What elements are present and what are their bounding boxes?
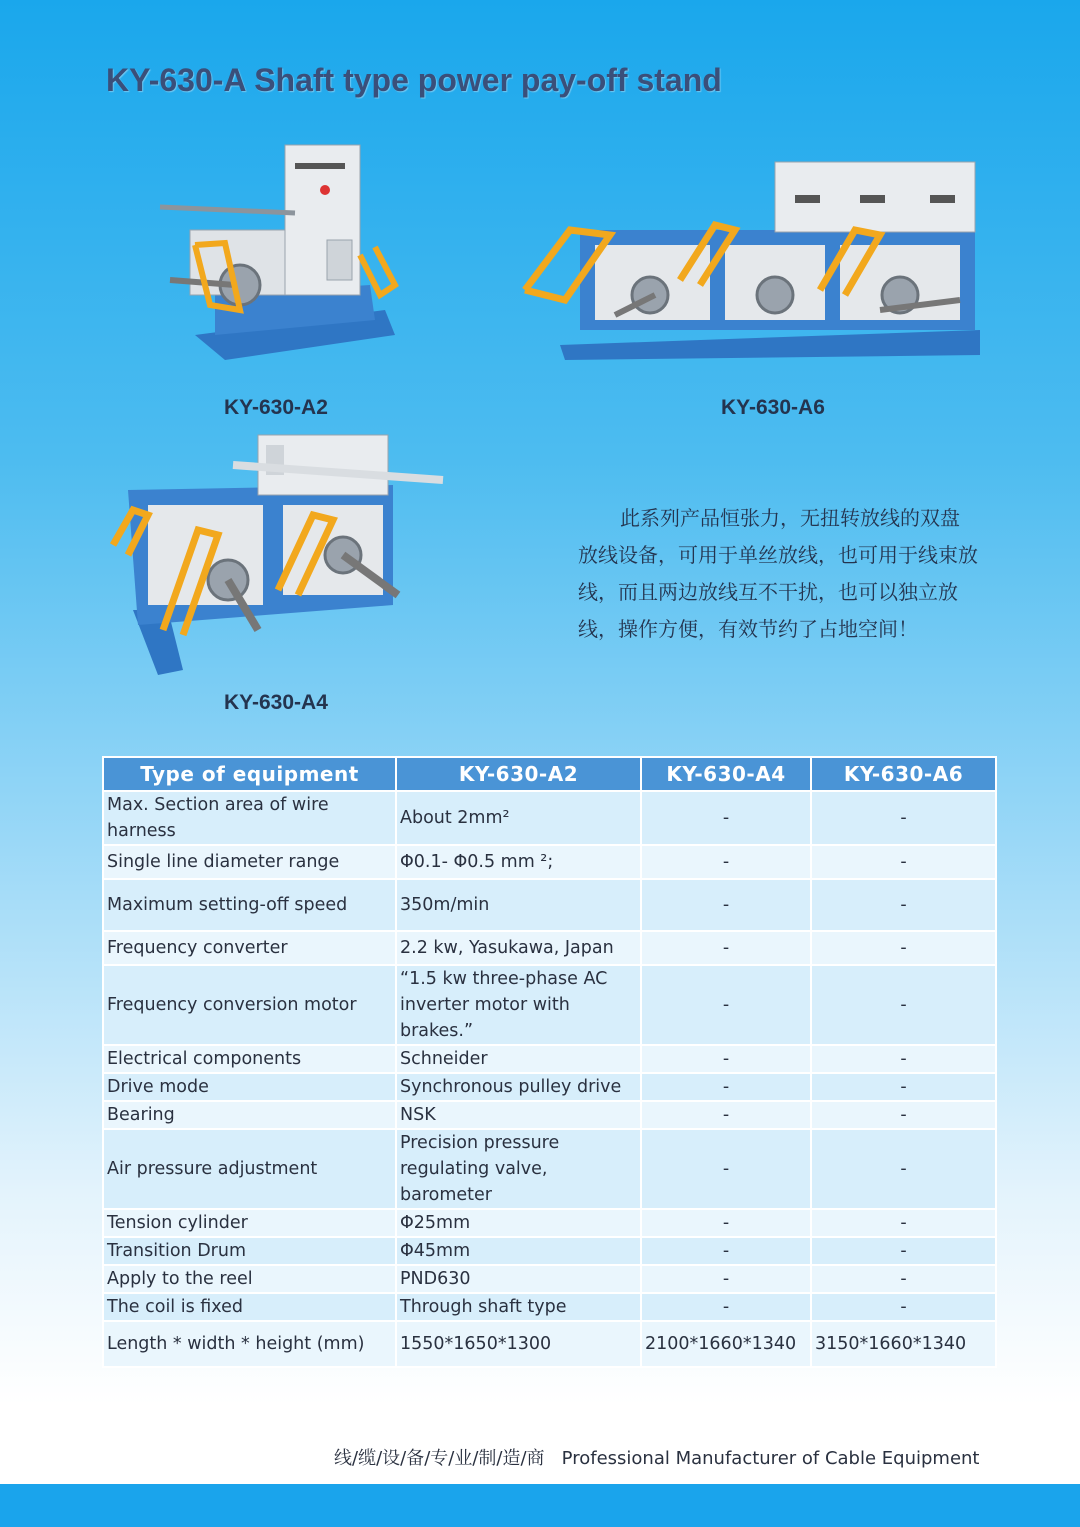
value-a6: - [811,931,996,965]
table-row [103,1293,996,1321]
value-a2: 350m/min [396,879,641,931]
value-a6: 3150*1660*1340 [811,1321,996,1367]
machine-a4-image [108,430,448,685]
row-label: Max. Section area of wire harness [103,791,396,845]
value-a2: Through shaft type [396,1293,641,1321]
value-a4: - [641,1045,811,1073]
machine-a4-caption: KY-630-A4 [224,691,328,714]
value-a4: - [641,965,811,1045]
value-a4: - [641,931,811,965]
value-a2: Φ25mm [396,1209,641,1237]
table-row [103,1321,996,1367]
table-row [103,1265,996,1293]
value-a4: - [641,1101,811,1129]
header-type: Type of equipment [103,757,396,791]
value-a4: - [641,1209,811,1237]
value-a2: NSK [396,1101,641,1129]
machine-a2-image [155,135,405,370]
row-label: Single line diameter range [103,845,396,879]
row-label: Bearing [103,1101,396,1129]
value-a4: - [641,1265,811,1293]
header-a4: KY-630-A4 [641,757,811,791]
value-a4: - [641,845,811,879]
row-label: Length * width * height (mm) [103,1321,396,1367]
row-label: The coil is fixed [103,1293,396,1321]
table-row [103,845,996,879]
row-label: Air pressure adjustment [103,1129,396,1209]
spec-table-header [103,757,996,791]
value-a6: - [811,1209,996,1237]
machine-a2-caption: KY-630-A2 [224,396,328,419]
value-a2: Φ0.1- Φ0.5 mm ²; [396,845,641,879]
value-a2: About 2mm² [396,791,641,845]
value-a6: - [811,965,996,1045]
table-row [103,1129,996,1209]
header-a6: KY-630-A6 [811,757,996,791]
value-a2: 2.2 kw, Yasukawa, Japan [396,931,641,965]
bottom-bar [0,1484,1080,1527]
table-row [103,1237,996,1265]
row-label: Transition Drum [103,1237,396,1265]
value-a2: PND630 [396,1265,641,1293]
value-a2: Φ45mm [396,1237,641,1265]
value-a4: - [641,1237,811,1265]
table-row [103,1209,996,1237]
table-row [103,965,996,1045]
value-a4: - [641,1129,811,1209]
value-a4: - [641,1293,811,1321]
row-label: Frequency converter [103,931,396,965]
value-a6: - [811,1265,996,1293]
machine-a6-image [520,150,985,365]
value-a2: 1550*1650*1300 [396,1321,641,1367]
row-label: Apply to the reel [103,1265,396,1293]
value-a4: - [641,879,811,931]
table-row [103,931,996,965]
page-title: KY-630-A Shaft type power pay-off stand [106,62,722,98]
value-a6: - [811,845,996,879]
table-row [103,1045,996,1073]
value-a6: - [811,1073,996,1101]
row-label: Electrical components [103,1045,396,1073]
table-row [103,1073,996,1101]
value-a6: - [811,791,996,845]
row-label: Maximum setting-off speed [103,879,396,931]
row-label: Frequency conversion motor [103,965,396,1045]
footer-tagline: 线/缆/设/备/专/业/制/造/商 Professional Manufacturer of Cable Equipment [334,1448,980,1469]
row-label: Drive mode [103,1073,396,1101]
product-description: 此系列产品恒张力，无扭转放线的双盘放线设备，可用于单丝放线，也可用于线束放线，而且两边放线互不干扰，也可以独立放线，操作方便，有效节约了占地空间！ [578,506,978,641]
value-a4: 2100*1660*1340 [641,1321,811,1367]
value-a2: “1.5 kw three-phase AC inverter motor with brakes.” [396,965,641,1045]
value-a6: - [811,1237,996,1265]
value-a6: - [811,1293,996,1321]
table-row [103,879,996,931]
machine-a6-caption: KY-630-A6 [721,396,825,419]
value-a4: - [641,1073,811,1101]
value-a6: - [811,1045,996,1073]
value-a2: Precision pressure regulating valve, barometer [396,1129,641,1209]
value-a6: - [811,1129,996,1209]
value-a2: Schneider [396,1045,641,1073]
value-a6: - [811,1101,996,1129]
spec-table [102,756,997,1368]
table-row [103,791,996,845]
value-a4: - [641,791,811,845]
table-row [103,1101,996,1129]
value-a6: - [811,879,996,931]
value-a2: Synchronous pulley drive [396,1073,641,1101]
row-label: Tension cylinder [103,1209,396,1237]
header-a2: KY-630-A2 [396,757,641,791]
